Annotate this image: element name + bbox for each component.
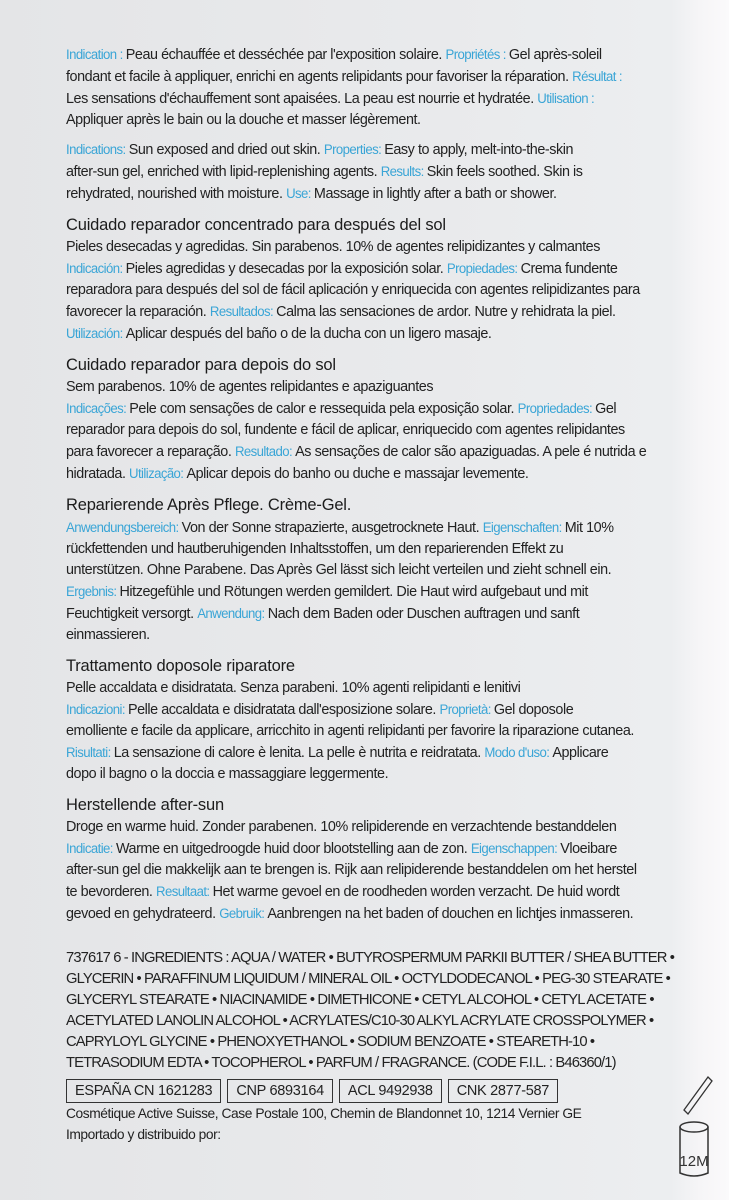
field-label: Resultados: xyxy=(209,304,277,319)
field-label: Propriétés : xyxy=(445,47,509,62)
registration-code-box: CNK 2877-587 xyxy=(448,1079,558,1103)
ingredients-line: GLYCERIN • PARAFFINUM LIQUIDUM / MINERAL OIL • OCTYLDODECANOL • PEG-30 STEARATE • xyxy=(66,970,670,987)
text-line xyxy=(66,183,716,205)
field-text: Appliquer après le bain ou la douche et masser légèrement. xyxy=(66,112,421,128)
field-text: emolliente e facile da applicare, arricchito in agenti relipidanti per favorire la riparazione cutanea. xyxy=(66,723,634,739)
text-line xyxy=(66,721,716,742)
field-text: Droge en warme huid. Zonder parabenen. 10% relipiderende en verzachtende bestanddelen xyxy=(66,819,617,835)
field-text: Pieles desecadas y agredidas. Sin parabenos. 10% de agentes relipidizantes y calmantes xyxy=(66,239,600,255)
field-text: dopo il bagno o la doccia e massaggiare leggermente. xyxy=(66,766,389,782)
field-text: Aanbrengen na het baden of douchen en lichtjes inmasseren. xyxy=(267,906,634,922)
field-text: Feuchtigkeit versorgt. xyxy=(66,606,198,622)
section-pt xyxy=(66,353,726,485)
field-text: Pele com sensações de calor e ressequida pela exposição solar. xyxy=(129,401,518,417)
registration-code-box: ESPAÑA CN 1621283 xyxy=(66,1079,221,1103)
field-text: Easy to apply, melt-into-the-skin xyxy=(384,142,574,158)
text-line xyxy=(66,398,716,420)
field-label: Indications: xyxy=(66,142,129,157)
field-text: Sem parabenos. 10% de agentes relipidantes e apaziguantes xyxy=(66,379,434,395)
text-line xyxy=(66,420,716,441)
field-text: Sun exposed and dried out skin. xyxy=(128,142,324,158)
field-label: Ergebnis: xyxy=(66,584,120,599)
ingredients-line: GLYCERYL STEARATE • NIACINAMIDE • DIMETHICONE • CETYL ALCOHOL • CETYL ACETATE • xyxy=(66,991,654,1008)
section-en xyxy=(66,139,726,205)
text-line xyxy=(66,881,716,903)
ingredients-line: 737617 6 - INGREDIENTS : AQUA / WATER • BUTYROSPERMUM PARKII BUTTER / SHEA BUTTER • xyxy=(66,949,674,966)
field-label: Modo d'uso: xyxy=(484,745,553,760)
section-title: Trattamento doposole riparatore xyxy=(66,657,295,675)
pao-label: 12M xyxy=(679,1153,709,1170)
text-line xyxy=(66,258,716,280)
text-line xyxy=(66,539,716,560)
text-line xyxy=(66,517,716,539)
field-text: Pelle accaldata e disidratata dall'esposizione solare. xyxy=(127,702,440,718)
field-text: Gel doposole xyxy=(493,702,574,718)
ingredients-line: TETRASODIUM EDTA • TOCOPHEROL • PARFUM / FRAGRANCE. (CODE F.I.L. : B46360/1) xyxy=(66,1054,616,1071)
field-text: rehydrated, nourished with moisture. xyxy=(66,186,287,202)
field-text: einmassieren. xyxy=(66,627,150,643)
text-line xyxy=(66,463,716,485)
text-line xyxy=(66,110,716,131)
section-title: Reparierende Après Pflege. Crème-Gel. xyxy=(66,496,352,514)
field-text: Pelle accaldata e disidratata. Senza parabeni. 10% agenti relipidanti e lenitivi xyxy=(66,680,521,696)
field-text: Hitzegefühle und Rötungen werden gemildert. Die Haut wird aufgebaut und mit xyxy=(119,584,588,600)
period-after-opening-icon xyxy=(674,1075,714,1185)
field-text: As sensações de calor são apaziguadas. A pele é nutrida e xyxy=(295,444,647,460)
field-text: Het warme gevoel en de roodheden worden verzacht. De huid wordt xyxy=(212,884,620,900)
text-line xyxy=(66,903,716,925)
text-line xyxy=(66,560,716,581)
field-text: Aplicar después del baño o de la ducha con un ligero masaje. xyxy=(125,326,492,342)
text-line xyxy=(66,625,716,646)
field-label: Use: xyxy=(286,186,314,201)
registration-code-box: ACL 9492938 xyxy=(339,1079,442,1103)
registration-codes xyxy=(66,1079,726,1103)
text-line xyxy=(66,860,716,881)
field-label: Indicación: xyxy=(66,261,126,276)
field-text: Applicare xyxy=(552,745,609,761)
field-text: Calma las sensaciones de ardor. Nutre y rehidrata la piel. xyxy=(276,304,616,320)
field-text: Crema fundente xyxy=(520,261,618,277)
field-text: Warme en uitgedroogde huid door blootstelling aan de zon. xyxy=(115,841,471,857)
field-label: Results: xyxy=(380,164,427,179)
section-title: Cuidado reparador para depois do sol xyxy=(66,356,336,374)
field-label: Eigenschappen: xyxy=(470,841,561,856)
multilingual-descriptions xyxy=(66,44,726,925)
text-line xyxy=(66,323,716,345)
manufacturer-address xyxy=(66,1103,726,1145)
text-line xyxy=(66,66,716,88)
field-label: Propriedades: xyxy=(517,401,596,416)
field-label: Utilisation : xyxy=(537,91,595,106)
field-text: unterstützen. Ohne Parabene. Das Après Gel lässt sich leicht verteilen und zieht schnell ein. xyxy=(66,562,612,578)
product-label-text xyxy=(66,44,726,1145)
text-line xyxy=(66,817,716,838)
text-line xyxy=(66,838,716,860)
field-text: Pieles agredidas y desecadas por la exposición solar. xyxy=(125,261,447,277)
section-it xyxy=(66,654,726,785)
field-text: after-sun gel die makkelijk aan te brengen is. Rijk aan relipiderende bestanddelen om het herstel xyxy=(66,862,637,878)
section-nl xyxy=(66,793,726,925)
text-line xyxy=(66,603,716,625)
text-line xyxy=(66,678,716,699)
field-label: Résultat : xyxy=(572,69,622,84)
field-label: Indicazioni: xyxy=(66,702,128,717)
field-text: Skin feels soothed. Skin is xyxy=(426,164,583,180)
text-line xyxy=(66,88,716,110)
field-text: rückfettenden und hautberuhigenden Inhaltsstoffen, um den reparierenden Effekt zu xyxy=(66,541,564,557)
address-line: Importado y distribuido por: xyxy=(66,1126,221,1142)
ingredients-list xyxy=(66,947,726,1073)
field-text: La sensazione di calore è lenita. La pelle è nutrita e reidratata. xyxy=(113,745,485,761)
section-de xyxy=(66,493,726,646)
field-label: Eigenschaften: xyxy=(482,520,565,535)
field-label: Risultati: xyxy=(66,745,114,760)
section-fr xyxy=(66,44,726,131)
field-label: Indicatie: xyxy=(66,841,116,856)
field-text: Gel xyxy=(595,401,617,417)
field-label: Indication : xyxy=(66,47,126,62)
field-text: reparador para depois do sol, fundente e fácil de aplicar, enriquecido com agentes relipidantes xyxy=(66,422,625,438)
field-label: Propiedades: xyxy=(446,261,521,276)
field-text: Peau échauffée et desséchée par l'exposition solaire. xyxy=(125,47,446,63)
field-label: Gebruik: xyxy=(219,906,268,921)
field-label: Indicações: xyxy=(66,401,130,416)
field-text: gevoed en gehydrateerd. xyxy=(66,906,220,922)
field-text: para favorecer a reparação. xyxy=(66,444,235,460)
field-text: Les sensations d'échauffement sont apaisées. La peau est nourrie et hydratée. xyxy=(66,91,538,107)
field-text: hidratada. xyxy=(66,466,130,482)
text-line xyxy=(66,581,716,603)
field-label: Utilização: xyxy=(129,466,187,481)
ingredients-line: CAPRYLOYL GLYCINE • PHENOXYETHANOL • SODIUM BENZOATE • STEARETH-10 • xyxy=(66,1033,595,1050)
field-text: reparadora para después del sol de fácil aplicación y enriquecida con agentes relipidizantes para xyxy=(66,282,640,298)
field-text: Massage in lightly after a bath or shower. xyxy=(313,186,557,202)
field-text: after-sun gel, enriched with lipid-replenishing agents. xyxy=(66,164,381,180)
field-text: Gel après-soleil xyxy=(508,47,602,63)
field-label: Resultaat: xyxy=(156,884,213,899)
ingredients-line: ACETYLATED LANOLIN ALCOHOL • ACRYLATES/C10-30 ALKYL ACRYLATE CROSSPOLYMER • xyxy=(66,1012,654,1029)
field-text: favorecer la reparación. xyxy=(66,304,210,320)
field-text: Aplicar depois do banho ou duche e massajar levemente. xyxy=(186,466,529,482)
text-line xyxy=(66,377,716,398)
text-line xyxy=(66,742,716,764)
text-line xyxy=(66,699,716,721)
field-text: Von der Sonne strapazierte, ausgetrocknete Haut. xyxy=(181,520,483,536)
text-line xyxy=(66,441,716,463)
registration-code-box: CNP 6893164 xyxy=(227,1079,333,1103)
text-line xyxy=(66,44,716,66)
section-es xyxy=(66,213,726,345)
address-line: Cosmétique Active Suisse, Case Postale 100, Chemin de Blandonnet 10, 1214 Vernier GE xyxy=(66,1105,582,1121)
text-line xyxy=(66,301,716,323)
field-label: Anwendung: xyxy=(197,606,268,621)
section-title: Herstellende after-sun xyxy=(66,796,224,814)
field-label: Properties: xyxy=(323,142,385,157)
field-text: Vloeibare xyxy=(560,841,617,857)
text-line xyxy=(66,280,716,301)
field-label: Resultado: xyxy=(234,444,296,459)
text-line xyxy=(66,764,716,785)
field-text: fondant et facile à appliquer, enrichi en agents relipidants pour favoriser la réparation. xyxy=(66,69,573,85)
field-label: Proprietà: xyxy=(439,702,494,717)
field-label: Utilización: xyxy=(66,326,126,341)
text-line xyxy=(66,237,716,258)
field-text: te bevorderen. xyxy=(66,884,157,900)
field-text: Nach dem Baden oder Duschen auftragen und sanft xyxy=(267,606,580,622)
field-text: Mit 10% xyxy=(564,520,614,536)
field-label: Anwendungsbereich: xyxy=(66,520,182,535)
text-line xyxy=(66,139,716,161)
text-line xyxy=(66,161,716,183)
section-title: Cuidado reparador concentrado para después del sol xyxy=(66,216,446,234)
